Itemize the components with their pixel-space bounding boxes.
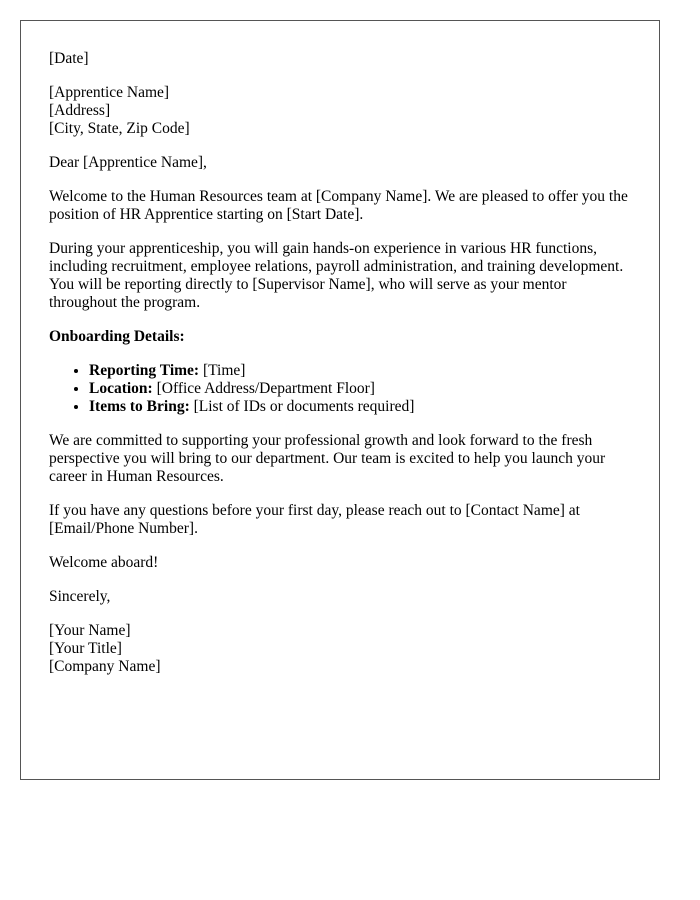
recipient-block [49, 84, 631, 138]
recipient-name: [Apprentice Name] [49, 84, 170, 101]
onboarding-item-value: [Office Address/Department Floor] [156, 380, 375, 397]
onboarding-heading: Onboarding Details: [49, 328, 185, 345]
recipient-address: [Address] [49, 102, 111, 119]
signature-name: [Your Name] [49, 622, 131, 639]
onboarding-item-value: [List of IDs or documents required] [193, 398, 415, 415]
onboarding-item-label: Location: [89, 380, 153, 397]
signature-block [49, 622, 631, 676]
onboarding-item-reporting-time [89, 362, 631, 380]
welcome-paragraph: Welcome to the Human Resources team at [Company Name]. We are pleased to offer you the position of HR Apprentice starting on [Start Date]. [49, 188, 628, 223]
letter-page [20, 20, 660, 780]
commitment-paragraph: We are committed to supporting your professional growth and look forward to the fresh perspective you will bring to our department. Our team is excited to help you launch your career in Human Resources. [49, 432, 606, 485]
recipient-city-state-zip: [City, State, Zip Code] [49, 120, 190, 137]
onboarding-item-label: Items to Bring: [89, 398, 190, 415]
onboarding-item-items-to-bring [89, 398, 631, 416]
signature-title: [Your Title] [49, 640, 122, 657]
salutation: Dear [Apprentice Name], [49, 154, 207, 171]
experience-paragraph: During your apprenticeship, you will gain hands-on experience in various HR functions, including recruitment, employee relations, payroll administration, and training development. You will be reporting directly to [Supervisor Name], who will serve as your mentor throughout the program. [49, 240, 624, 311]
onboarding-item-location [89, 380, 631, 398]
onboarding-item-label: Reporting Time: [89, 362, 200, 379]
onboarding-list [49, 362, 631, 416]
questions-paragraph: If you have any questions before your first day, please reach out to [Contact Name] at [Email/Phone Number]. [49, 502, 580, 537]
signature-company: [Company Name] [49, 658, 161, 675]
welcome-aboard-line: Welcome aboard! [49, 554, 159, 571]
letter-date: [Date] [49, 50, 89, 67]
onboarding-item-value: [Time] [202, 362, 246, 379]
closing: Sincerely, [49, 588, 111, 605]
